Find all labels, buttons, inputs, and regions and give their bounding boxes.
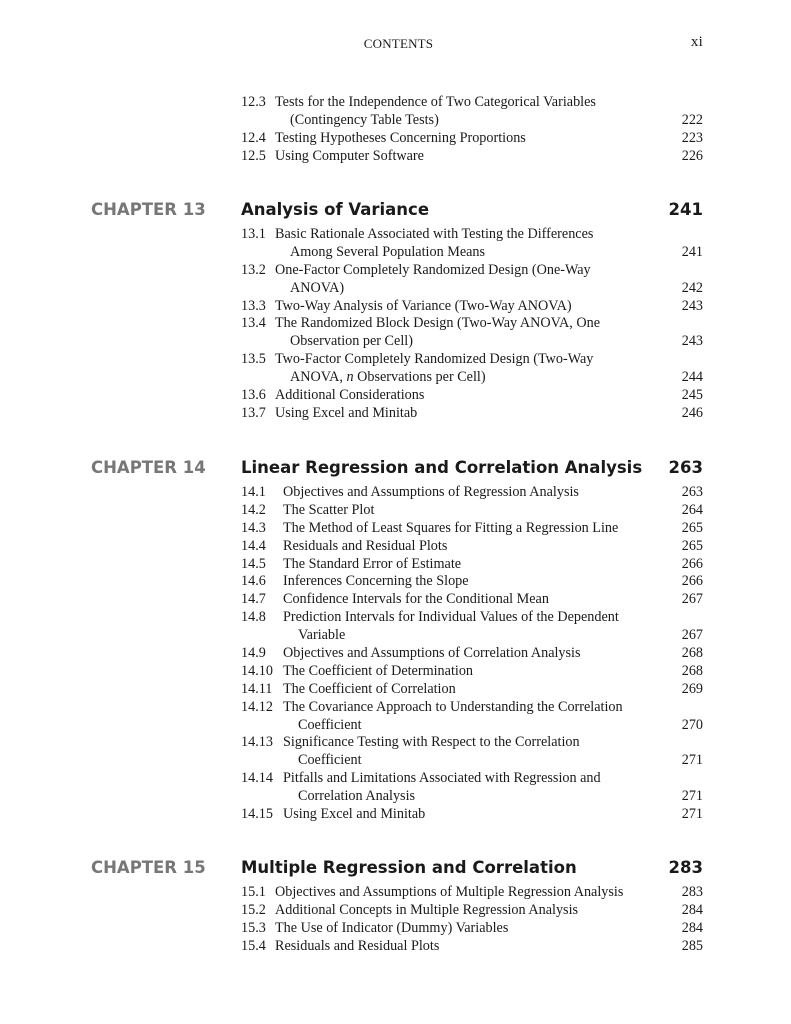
toc-section: [241, 226, 703, 423]
section-title: Using Computer Software: [275, 147, 424, 164]
toc-entry-line: [241, 369, 703, 387]
section-title: Using Excel and Minitab: [283, 806, 426, 823]
toc-entry[interactable]: [241, 645, 703, 663]
toc-section: [241, 94, 703, 166]
section-title: Tests for the Independence of Two Categorical Variables: [275, 94, 596, 110]
page-number: xi: [690, 34, 703, 50]
section-number: 13.7: [241, 404, 266, 421]
section-number: 14.4: [241, 537, 266, 554]
chapter-page: 283: [668, 858, 703, 877]
toc-entry-line: [241, 538, 703, 556]
section-number: 13.5: [241, 351, 266, 368]
section-page: 284: [681, 901, 703, 918]
section-page: 243: [681, 333, 703, 350]
toc-entry-line: [241, 351, 703, 369]
section-number: 14.5: [241, 555, 266, 572]
section-title: Additional Concepts in Multiple Regression Analysis: [275, 901, 579, 918]
section-title: Residuals and Residual Plots: [275, 937, 440, 954]
toc-section: [241, 884, 703, 956]
section-title: The Randomized Block Design (Two-Way ANOVA, One: [275, 315, 601, 332]
toc-entry-line: [241, 645, 703, 663]
section-title: Two-Way Analysis of Variance (Two-Way ANOVA): [275, 297, 572, 314]
section-number: 14.9: [241, 645, 266, 662]
toc-entry-line: [241, 752, 703, 770]
section-number: 13.4: [241, 315, 266, 332]
section-number: 14.10: [241, 662, 273, 679]
section-page: 271: [681, 752, 703, 769]
toc-entry-line: [241, 244, 703, 262]
section-number: 14.7: [241, 591, 266, 608]
toc-entry-line: [241, 484, 703, 502]
toc-entry[interactable]: [241, 484, 703, 502]
section-page: 243: [681, 297, 703, 314]
section-title: Basic Rationale Associated with Testing the Differences: [275, 226, 594, 242]
section-title: Prediction Intervals for Individual Values of the Dependent: [283, 609, 619, 626]
section-page: 241: [681, 243, 703, 260]
section-page: 270: [681, 716, 703, 733]
toc-entry-line: [241, 298, 703, 316]
section-page: 283: [681, 884, 703, 900]
toc-entry[interactable]: [241, 920, 703, 938]
section-page: 226: [681, 147, 703, 164]
section-title: Additional Considerations: [275, 387, 425, 404]
section-number: 15.4: [241, 937, 266, 954]
section-page: 223: [681, 129, 703, 146]
section-title: ANOVA, n Observations per Cell): [290, 369, 486, 386]
section-number: 13.1: [241, 226, 266, 242]
toc-entry[interactable]: [241, 94, 703, 130]
chapter-title[interactable]: Analysis of Variance: [241, 200, 430, 219]
section-number: 14.2: [241, 501, 266, 518]
section-page: 245: [681, 387, 703, 404]
chapter-title[interactable]: Multiple Regression and Correlation: [241, 858, 577, 877]
section-title: The Covariance Approach to Understanding the Correlation: [283, 698, 623, 715]
toc-entry[interactable]: [241, 351, 703, 387]
section-number: 15.2: [241, 901, 266, 918]
section-title: Significance Testing with Respect to the Correlation: [283, 734, 580, 751]
section-number: 14.15: [241, 806, 273, 823]
toc-entry-line: [241, 788, 703, 806]
toc-entry-line: [241, 333, 703, 351]
chapter-label: CHAPTER 15: [91, 858, 206, 877]
chapter-label: CHAPTER 13: [91, 200, 206, 219]
section-page: 271: [681, 788, 703, 805]
toc-entry-line: [241, 770, 703, 788]
chapter-page: 241: [668, 200, 703, 219]
toc-entry[interactable]: [241, 405, 703, 423]
toc-entry[interactable]: [241, 538, 703, 556]
toc-entry-line: [241, 734, 703, 752]
section-page: 263: [681, 484, 703, 500]
section-page: 244: [681, 369, 703, 386]
section-number: 12.4: [241, 129, 266, 146]
section-title: Coefficient: [298, 752, 362, 769]
chapter-title[interactable]: Linear Regression and Correlation Analysis: [241, 458, 643, 477]
section-title: Pitfalls and Limitations Associated with Regression and: [283, 770, 601, 787]
toc-entry[interactable]: [241, 902, 703, 920]
toc-entry[interactable]: [241, 556, 703, 574]
toc-entry[interactable]: [241, 734, 703, 770]
chapter-page: 263: [668, 458, 703, 477]
section-title: Coefficient: [298, 716, 362, 733]
section-title: Inferences Concerning the Slope: [283, 573, 469, 590]
section-title: (Contingency Table Tests): [290, 111, 439, 128]
section-number: 14.1: [241, 484, 266, 500]
section-title: Variable: [298, 627, 346, 644]
running-head: CONTENTS: [363, 36, 434, 51]
toc-entry[interactable]: [241, 502, 703, 520]
section-title: The Coefficient of Correlation: [283, 680, 456, 697]
toc-entry[interactable]: [241, 520, 703, 538]
section-title: The Standard Error of Estimate: [283, 555, 462, 572]
section-title: Objectives and Assumptions of Multiple Regression Analysis: [275, 884, 624, 900]
section-number: 14.12: [241, 698, 273, 715]
toc-entry[interactable]: [241, 591, 703, 609]
toc-entry-line: [241, 663, 703, 681]
toc-entry-line: [241, 681, 703, 699]
section-number: 14.14: [241, 770, 273, 787]
section-page: 242: [681, 279, 703, 296]
toc-entry-line: [241, 938, 703, 956]
toc-entry[interactable]: [241, 315, 703, 351]
toc-entry[interactable]: [241, 573, 703, 591]
section-title: Correlation Analysis: [298, 788, 416, 805]
toc-entry-line: [241, 405, 703, 423]
section-number: 12.5: [241, 147, 266, 164]
section-number: 14.8: [241, 609, 266, 626]
toc-entry[interactable]: [241, 681, 703, 699]
section-page: 269: [681, 680, 703, 697]
section-page: 265: [681, 537, 703, 554]
section-page: 246: [681, 404, 703, 421]
toc-entry[interactable]: [241, 262, 703, 298]
chapter-heading[interactable]: [0, 458, 703, 480]
toc-entry[interactable]: [241, 148, 703, 166]
toc-entry[interactable]: [241, 609, 703, 645]
section-number: 13.2: [241, 261, 266, 278]
section-number: 14.6: [241, 573, 266, 590]
section-title: Confidence Intervals for the Conditional Mean: [283, 591, 549, 608]
toc-entry[interactable]: [241, 770, 703, 806]
section-title: Observation per Cell): [290, 333, 413, 350]
section-page: 265: [681, 519, 703, 536]
toc-entry[interactable]: [241, 699, 703, 735]
section-title: The Use of Indicator (Dummy) Variables: [275, 919, 509, 936]
toc-entry-line: [241, 902, 703, 920]
toc-entry-line: [241, 920, 703, 938]
section-page: 285: [681, 937, 703, 954]
section-title: The Method of Least Squares for Fitting a Regression Line: [283, 519, 619, 536]
toc-entry[interactable]: [241, 226, 703, 262]
section-title: One-Factor Completely Randomized Design (One-Way: [275, 261, 591, 278]
toc-entry-line: [241, 148, 703, 166]
section-title: Objectives and Assumptions of Regression Analysis: [283, 484, 579, 500]
toc-entry-line: [241, 226, 703, 244]
toc-entry-line: [241, 130, 703, 148]
section-number: 15.3: [241, 919, 266, 936]
section-page: 268: [681, 645, 703, 662]
section-title: Residuals and Residual Plots: [283, 537, 448, 554]
toc-entry-line: [241, 699, 703, 717]
toc-entry-line: [241, 884, 703, 902]
chapter-heading[interactable]: [0, 200, 703, 222]
toc-entry[interactable]: [241, 663, 703, 681]
section-number: 15.1: [241, 884, 266, 900]
chapter-label: CHAPTER 14: [91, 458, 206, 477]
chapter-heading[interactable]: [0, 858, 703, 880]
toc-entry-line: [241, 262, 703, 280]
toc-entry[interactable]: [241, 806, 703, 824]
section-number: 12.3: [241, 94, 266, 110]
toc-entry[interactable]: [241, 130, 703, 148]
toc-entry-line: [241, 315, 703, 333]
section-page: 266: [681, 555, 703, 572]
section-page: 266: [681, 573, 703, 590]
toc-entry-line: [241, 806, 703, 824]
section-page: 271: [681, 806, 703, 823]
toc-entry[interactable]: [241, 938, 703, 956]
section-title: ANOVA): [290, 279, 345, 296]
toc-entry[interactable]: [241, 298, 703, 316]
section-number: 14.11: [241, 680, 273, 697]
toc-entry[interactable]: [241, 387, 703, 405]
section-page: 267: [681, 627, 703, 644]
section-number: 14.3: [241, 519, 266, 536]
toc-entry-line: [241, 280, 703, 298]
section-page: 268: [681, 662, 703, 679]
section-number: 13.3: [241, 297, 266, 314]
section-page: 284: [681, 919, 703, 936]
section-number: 13.6: [241, 387, 266, 404]
section-page: 264: [681, 501, 703, 518]
toc-entry-line: [241, 556, 703, 574]
section-number: 14.13: [241, 734, 273, 751]
section-page: 267: [681, 591, 703, 608]
toc-entry[interactable]: [241, 884, 703, 902]
section-title: Using Excel and Minitab: [275, 404, 418, 421]
toc-entry-line: [241, 94, 703, 112]
toc-section: [241, 484, 703, 824]
section-title: Among Several Population Means: [290, 243, 486, 260]
section-title: The Scatter Plot: [283, 501, 375, 518]
toc-entry-line: [241, 717, 703, 735]
section-page: 222: [681, 111, 703, 128]
section-title: The Coefficient of Determination: [283, 662, 474, 679]
toc-entry-line: [241, 520, 703, 538]
toc-entry-line: [241, 591, 703, 609]
section-title: Two-Factor Completely Randomized Design (Two-Way: [275, 351, 594, 368]
toc-entry-line: [241, 573, 703, 591]
toc-entry-line: [241, 609, 703, 627]
toc-entry-line: [241, 502, 703, 520]
toc-entry-line: [241, 627, 703, 645]
toc-entry-line: [241, 387, 703, 405]
toc-entry-line: [241, 112, 703, 130]
section-title: Objectives and Assumptions of Correlation Analysis: [283, 645, 581, 662]
section-title: Testing Hypotheses Concerning Proportions: [275, 129, 526, 146]
